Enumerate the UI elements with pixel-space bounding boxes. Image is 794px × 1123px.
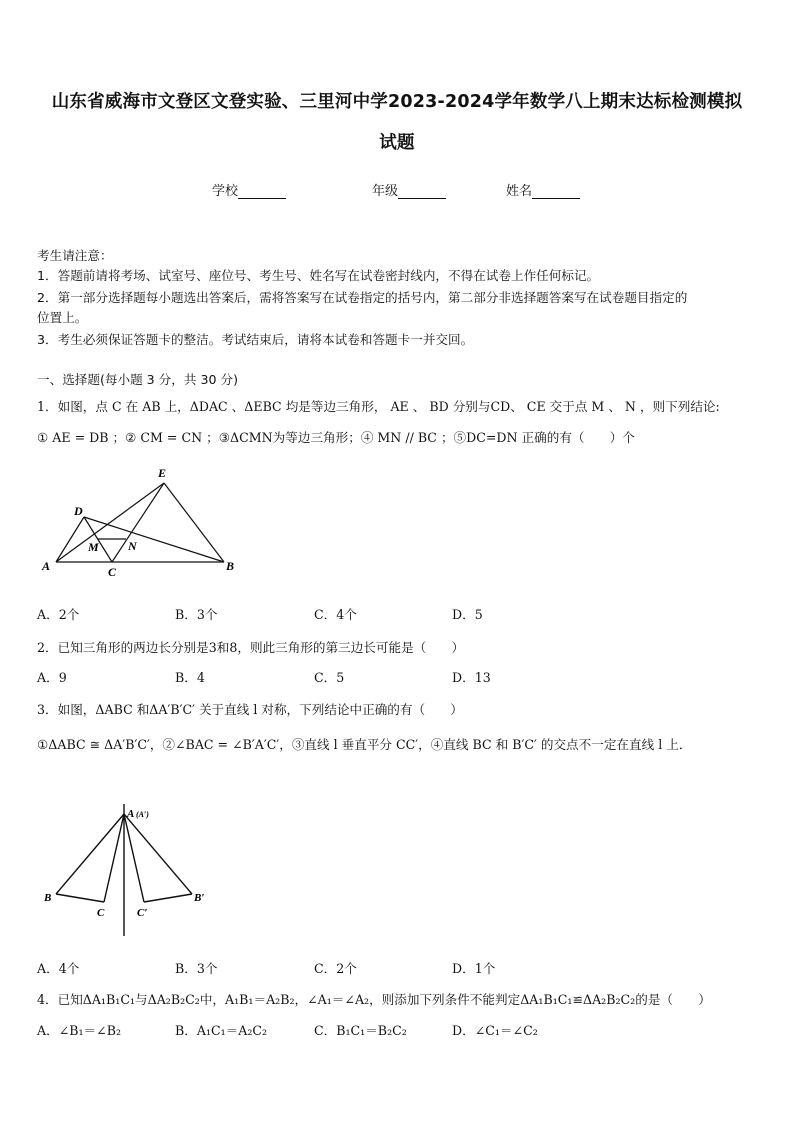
q3-option-b[interactable]: B．3个 [175,961,218,976]
q1-option-b[interactable]: B．3个 [175,607,218,622]
q4-option-b[interactable]: B．A₁C₁＝A₂C₂ [175,1023,268,1038]
q3-figure [36,802,216,940]
q3-option-a[interactable]: A．4个 [37,961,80,976]
q1-option-a[interactable]: A．2个 [37,607,80,622]
q3-label-C: C [97,907,105,919]
q3-items: ①ΔABC ≅ ΔA′B′C′，②∠BAC = ∠B′A′C′，③直线 l 垂直平分 CC′，④直线 BC 和 B′C′ 的交点不一定在直线 l 上． [37,737,692,752]
q1-label-D: D [74,504,83,518]
q3-label-B-prime: B′ [194,892,205,904]
q1-label-N: N [128,539,137,553]
q2-option-b[interactable]: B．4 [175,670,205,685]
q1-label-C: C [108,565,117,579]
q3-stem: 3．如图，ΔABC 和ΔA′B′C′ 关于直线 l 对称，下列结论中正确的有（ ） [37,702,463,717]
q3-label-B: B [44,892,52,904]
q1-items: ① AE = DB ；② CM = CN ；③ΔCMN为等边三角形；④ MN // BC ；⑤DC=DN 正确的有（ ）个 [37,430,635,445]
notice-item-1: 1．答题前请将考场、试室号、座位号、考生号、姓名写在试卷密封线内，不得在试卷上作任何标记。 [37,268,600,283]
school-label: 学校 [212,184,239,199]
q1-option-d[interactable]: D．5 [452,607,483,622]
name-field[interactable] [506,180,580,199]
name-label: 姓名 [506,184,533,199]
grade-label: 年级 [372,184,399,199]
notice-item-2a: 2．第一部分选择题每小题选出答案后，需将答案写在试卷指定的括号内，第二部分非选择题答案写在试卷题目指定的 [37,290,688,305]
exam-title-line1: 山东省威海市文登区文登实验、三里河中学2023-2024学年数学八上期末达标检测模拟 [51,92,743,112]
q3-label-A-prime: (A′) [136,810,149,819]
notice-item-3: 3．考生必须保证答题卡的整洁。考试结束后，请将本试卷和答题卡一并交回。 [37,332,474,347]
q2-option-c[interactable]: C．5 [314,670,345,685]
q4-option-d[interactable]: D．∠C₁＝∠C₂ [452,1023,538,1038]
school-blank[interactable] [238,184,286,199]
q3-label-C-prime: C′ [137,907,148,919]
notice-heading: 考生请注意： [37,248,113,263]
q2-option-d[interactable]: D．13 [452,670,491,685]
q1-label-B: B [226,559,235,573]
name-blank[interactable] [532,184,580,199]
q3-option-c[interactable]: C．2个 [314,961,357,976]
notice-item-2b: 位置上。 [37,310,88,325]
q4-stem: 4．已知ΔA₁B₁C₁与ΔA₂B₂C₂中，A₁B₁＝A₂B₂，∠A₁＝∠A₂，则添加下列条件不能判定ΔA₁B₁C₁≌ΔA₂B₂C₂的是（ ） [37,992,711,1007]
q3-label-A: A [127,808,135,820]
q1-label-E: E [158,466,167,480]
grade-field[interactable] [372,180,446,199]
q1-option-c[interactable]: C．4个 [314,607,357,622]
q1-label-A: A [42,559,51,573]
q1-label-M: M [88,540,99,554]
q1-stem: 1．如图，点 C 在 AB 上，ΔDAC 、ΔEBC 均是等边三角形， AE 、 BD 分别与CD、 CE 交于点 M 、 N ，则下列结论: [37,399,720,414]
q2-stem: 2．已知三角形的两边长分别是3和8，则此三角形的第三边长可能是（ ） [37,640,465,655]
exam-title-line2: 试题 [379,133,415,153]
q4-option-a[interactable]: A．∠B₁＝∠B₂ [37,1023,121,1038]
school-field[interactable] [212,180,286,199]
grade-blank[interactable] [398,184,446,199]
q4-option-c[interactable]: C．B₁C₁＝B₂C₂ [314,1023,407,1038]
q1-figure [36,462,246,582]
q3-option-d[interactable]: D．1个 [452,961,496,976]
q2-option-a[interactable]: A．9 [37,670,67,685]
section-heading: 一、选择题(每小题 3 分，共 30 分) [37,372,239,387]
